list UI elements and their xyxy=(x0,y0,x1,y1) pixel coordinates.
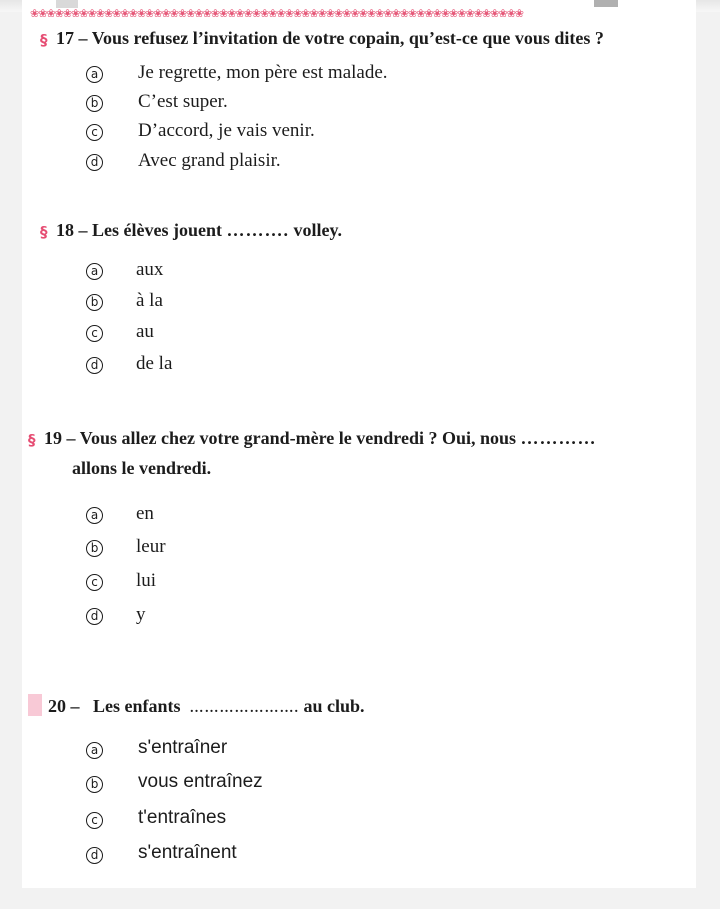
option-text: C’est super. xyxy=(138,91,228,112)
option-text: en xyxy=(136,503,154,524)
question-marker-icon: § xyxy=(40,31,48,49)
question-number: 19 – xyxy=(44,428,76,448)
option-text: leur xyxy=(136,536,166,557)
decorative-border: ❀❀❀❀❀❀❀❀❀❀❀❀❀❀❀❀❀❀❀❀❀❀❀❀❀❀❀❀❀❀❀❀❀❀❀❀❀❀❀❀❀❀❀❀❀❀❀❀❀❀❀❀❀❀❀❀❀❀❀❀ xyxy=(30,7,524,19)
option-letter-badge: a xyxy=(86,742,103,759)
question-text: Les enfants xyxy=(93,696,181,716)
option-text: de la xyxy=(136,353,173,374)
question-text-end: volley. xyxy=(293,220,342,240)
option-letter-badge: b xyxy=(86,95,103,112)
option-text: s'entraîner xyxy=(138,737,228,758)
question-marker-icon: § xyxy=(40,223,48,241)
question-prompt xyxy=(28,694,365,717)
question-prompt xyxy=(40,28,604,49)
option-text: Je regrette, mon père est malade. xyxy=(138,62,388,83)
question-marker-icon xyxy=(28,694,42,716)
option-text: vous entraînez xyxy=(138,771,263,792)
option-letter-badge: a xyxy=(86,263,103,280)
option-text: t'entraînes xyxy=(138,807,227,828)
question-number: 20 – xyxy=(48,696,80,716)
answer-blank: ………. xyxy=(226,220,289,240)
option-letter-badge: c xyxy=(86,812,103,829)
option-letter-badge: a xyxy=(86,66,103,83)
option-letter-badge: a xyxy=(86,507,103,524)
option-text: à la xyxy=(136,290,163,311)
option-letter-badge: d xyxy=(86,154,103,171)
question-prompt xyxy=(28,428,597,449)
option-text: aux xyxy=(136,259,164,280)
question-number: 17 – xyxy=(56,28,88,48)
qr-code-mark xyxy=(594,0,618,7)
question-text-end: au club. xyxy=(303,696,365,716)
option-text: D’accord, je vais venir. xyxy=(138,120,315,141)
option-letter-badge: c xyxy=(86,325,103,342)
option-text: y xyxy=(136,604,146,625)
option-text: lui xyxy=(136,570,157,591)
option-text: Avec grand plaisir. xyxy=(138,150,281,171)
answer-blank: …………………. xyxy=(189,701,300,716)
option-letter-badge: c xyxy=(86,124,103,141)
option-letter-badge: d xyxy=(86,357,103,374)
question-number: 18 – xyxy=(56,220,88,240)
option-letter-badge: b xyxy=(86,540,103,557)
option-letter-badge: d xyxy=(86,608,103,625)
question-marker-icon: § xyxy=(28,431,36,449)
question-prompt xyxy=(40,220,342,241)
question-text: Vous allez chez votre grand-mère le vendredi ? Oui, nous xyxy=(79,428,517,448)
option-letter-badge: c xyxy=(86,574,103,591)
question-text-line-2: allons le vendredi. xyxy=(72,458,212,478)
question-text: Vous refusez l’invitation de votre copain, qu’est-ce que vous dites ? xyxy=(91,28,604,48)
option-letter-badge: d xyxy=(86,847,103,864)
option-text: au xyxy=(136,321,154,342)
option-text: s'entraînent xyxy=(138,842,237,863)
question-text: Les élèves jouent xyxy=(92,220,222,240)
option-letter-badge: b xyxy=(86,294,103,311)
option-letter-badge: b xyxy=(86,776,103,793)
answer-blank: ………… xyxy=(520,428,597,448)
